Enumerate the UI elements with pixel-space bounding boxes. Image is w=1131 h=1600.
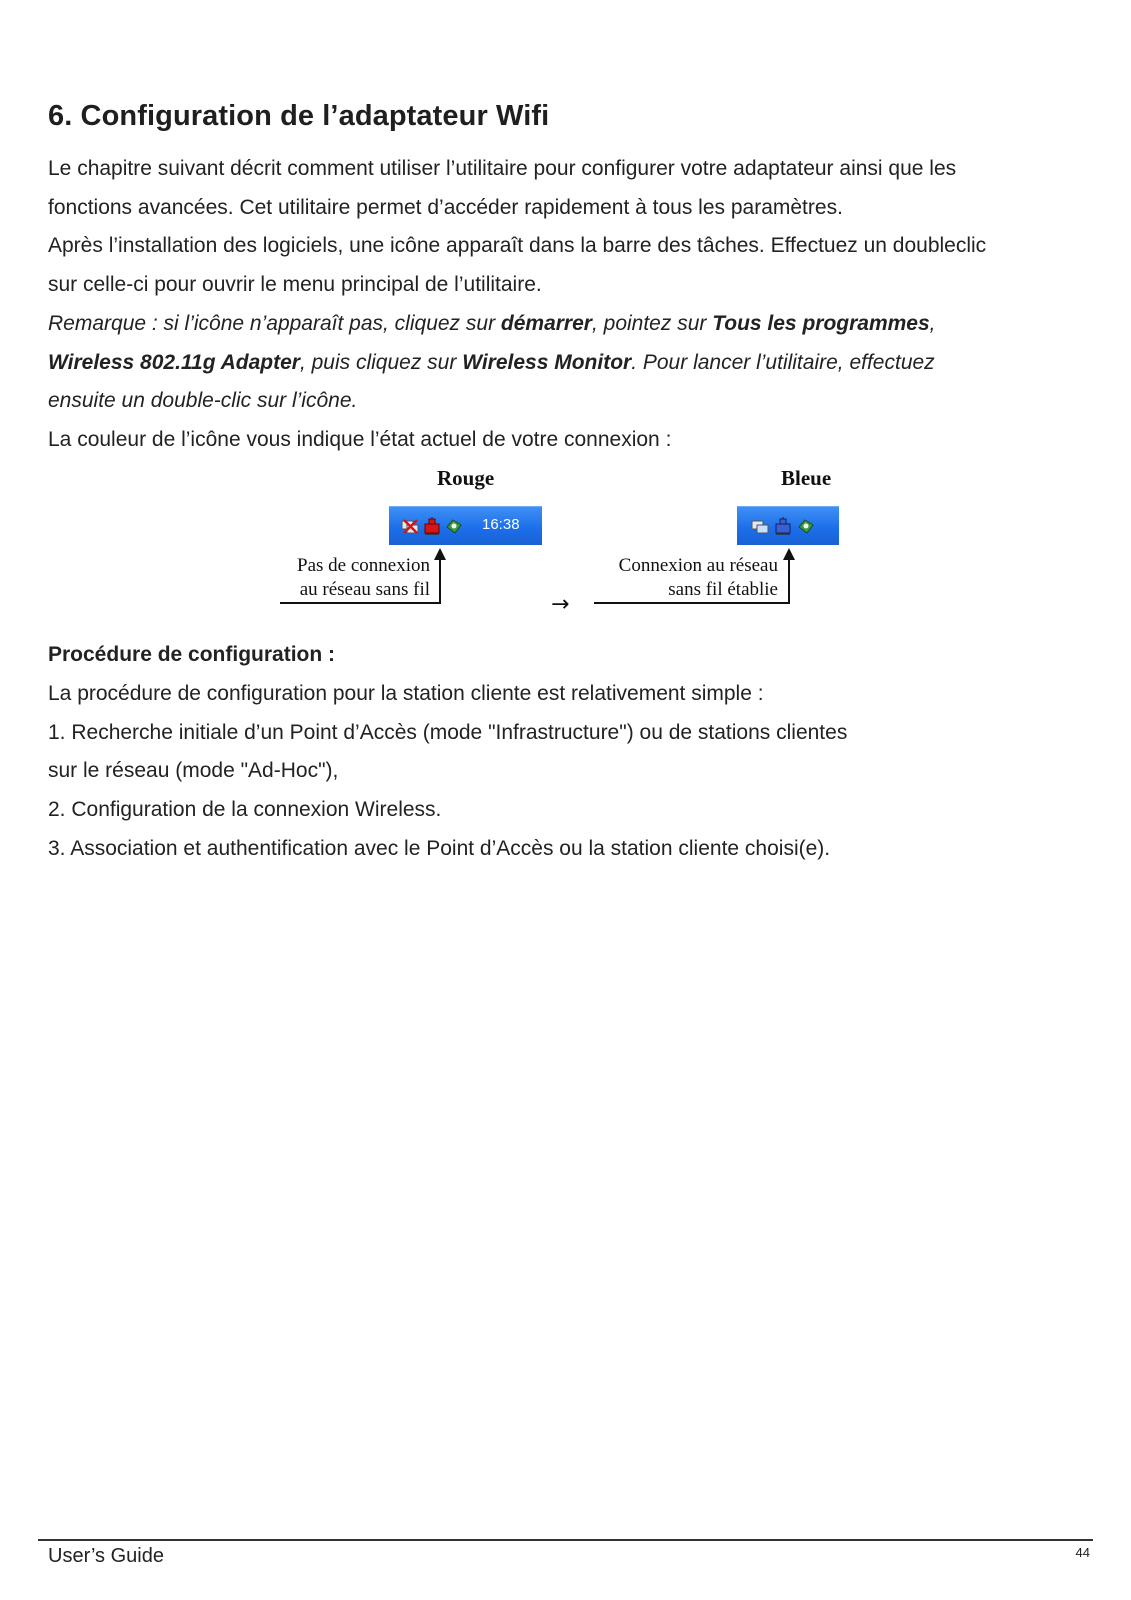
remark-line-3: ensuite un double-clic sur l’icône.	[48, 389, 358, 412]
wireless-red-icon	[423, 517, 441, 535]
remark-text: ,	[929, 312, 936, 335]
remark-wireless-monitor: Wireless Monitor	[462, 351, 632, 374]
callout-underline	[594, 602, 790, 604]
remark-all-programs: Tous les programmes	[712, 312, 930, 335]
taskbar-red	[389, 506, 542, 545]
intro-line-4: sur celle-ci pour ouvrir le menu principal de l’utilitaire.	[48, 273, 542, 296]
procedure-heading: Procédure de configuration :	[48, 643, 336, 666]
intro-line-3: Après l’installation des logiciels, une icône apparaît dans la barre des tâches. Effectuez un doubleclic	[48, 234, 987, 257]
callout-connected	[582, 554, 778, 602]
network-connected-icon	[751, 517, 769, 535]
callout-line-1: Pas de connexion	[297, 555, 430, 576]
intro-line-2: fonctions avancées. Cet utilitaire permet d’accéder rapidement à tous les paramètres.	[48, 196, 843, 219]
callout-shaft	[788, 559, 790, 602]
figure-label-red: Rouge	[437, 466, 495, 490]
figure-label-blue: Bleue	[781, 466, 832, 490]
procedure-step-1: 1. Recherche initiale d’un Point d’Accès (mode "Infrastructure") ou de stations clientes	[48, 721, 848, 744]
remark-text: Remarque : si l’icône n’apparaît pas, cliquez sur	[48, 312, 501, 335]
remark-text: , puis cliquez sur	[299, 351, 463, 374]
color-intro: La couleur de l’icône vous indique l’état actuel de votre connexion :	[48, 428, 672, 451]
right-arrow-icon: →	[551, 592, 570, 617]
page-title: 6. Configuration de l’adaptateur Wifi	[48, 100, 550, 132]
callout-line-2: au réseau sans fil	[299, 579, 430, 600]
tray-clock: 16:38	[482, 516, 520, 533]
remark-line-1	[48, 311, 936, 337]
wireless-blue-icon	[774, 517, 792, 535]
remark-start-menu: démarrer	[500, 312, 592, 335]
footer-guide-title: User’s Guide	[48, 1545, 164, 1567]
utility-icon	[797, 517, 815, 535]
callout-shaft	[439, 559, 441, 602]
procedure-step-2: 2. Configuration de la connexion Wireless.	[48, 798, 442, 821]
remark-text: , pointez sur	[591, 312, 713, 335]
remark-adapter-name: Wireless 802.11g Adapter	[48, 351, 300, 374]
callout-line-2: sans fil établie	[668, 579, 778, 600]
remark-line-2	[48, 350, 935, 376]
taskbar-blue	[737, 506, 839, 545]
utility-icon	[445, 517, 463, 535]
footer-rule	[38, 1539, 1093, 1541]
callout-line-1: Connexion au réseau	[618, 555, 778, 576]
network-disconnected-icon	[401, 517, 419, 535]
procedure-step-3: 3. Association et authentification avec le Point d’Accès ou la station cliente choisi(e).	[48, 837, 831, 860]
procedure-step-1-cont: sur le réseau (mode "Ad-Hoc"),	[48, 759, 339, 782]
tray-icon-figure	[270, 466, 870, 640]
page-number: 44	[1075, 1545, 1090, 1560]
callout-underline	[280, 602, 441, 604]
procedure-intro: La procédure de configuration pour la station cliente est relativement simple :	[48, 682, 764, 705]
intro-line-1: Le chapitre suivant décrit comment utiliser l’utilitaire pour configurer votre adaptateur ainsi que les	[48, 157, 957, 180]
callout-disconnected	[270, 554, 430, 602]
remark-text: . Pour lancer l’utilitaire, effectuez	[631, 351, 935, 374]
